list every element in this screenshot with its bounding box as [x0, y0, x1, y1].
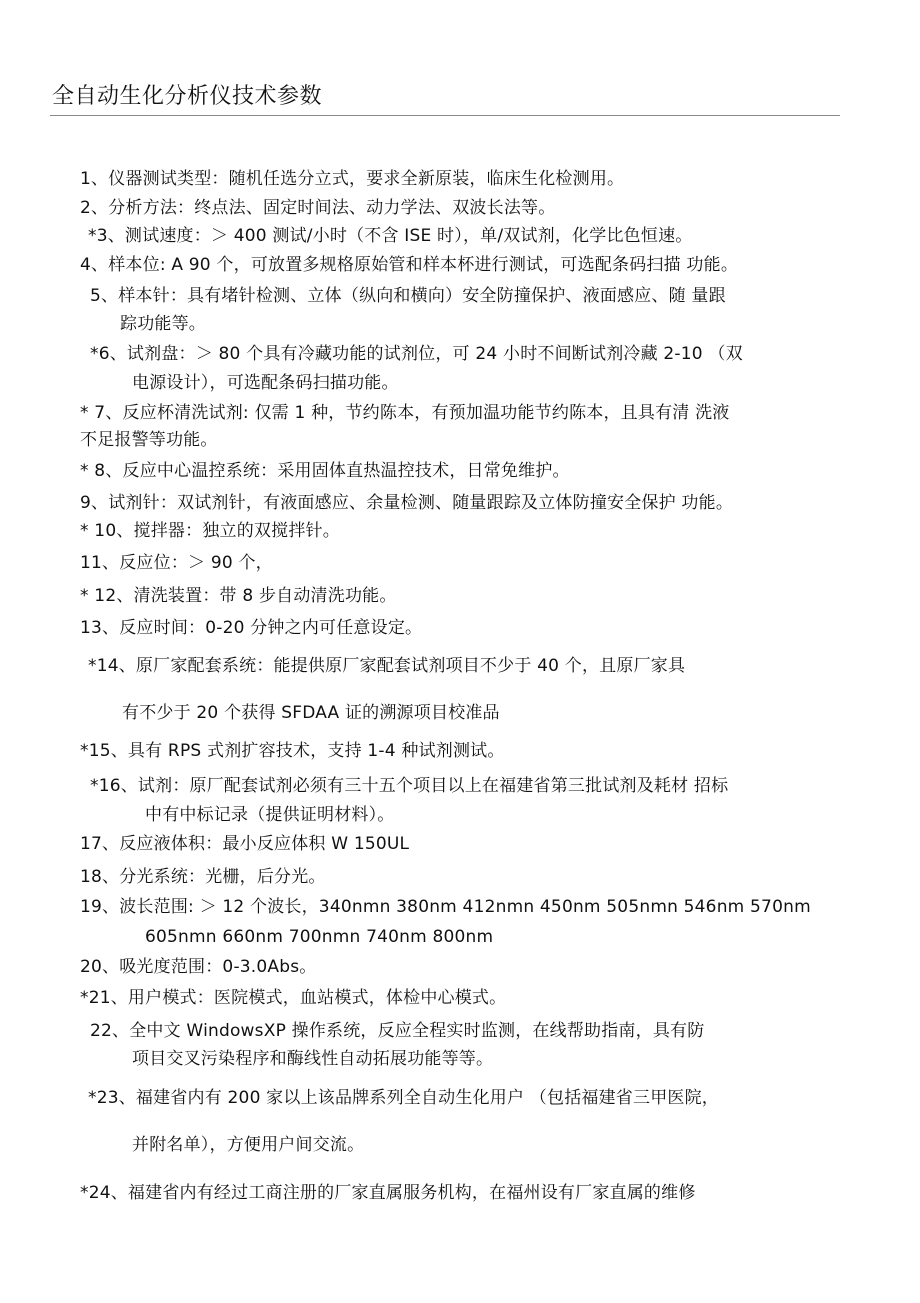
spec-line-23-cont: 并附名单），方便用户间交流。 [132, 1135, 365, 1155]
spec-line-5: 5、样本针：具有堵针检测、立体（纵向和横向）安全防撞保护、液面感应、随 量跟 [90, 286, 726, 306]
spec-line-13: 13、反应时间：0-20 分钟之内可任意设定。 [80, 618, 423, 638]
spec-line-7: * 7、反应杯清洗试剂: 仅需 1 种，节约陈本，有预加温功能节约陈本，且具有清 洗液 [80, 403, 730, 423]
spec-line-6-cont: 电源设计），可选配条码扫描功能。 [132, 373, 399, 393]
spec-line-15: *15、具有 RPS 式剂扩容技术，支持 1-4 种试剂测试。 [80, 741, 505, 761]
title-divider [50, 115, 840, 116]
document-title: 全自动生化分析仪技术参数 [52, 84, 323, 109]
spec-line-18: 18、分光系统：光栅，后分光。 [80, 867, 326, 887]
spec-line-6: *6、试剂盘：＞ 80 个具有冷藏功能的试剂位，可 24 小时不间断试剂冷藏 2-10 （双 [90, 344, 743, 364]
spec-line-7-cont: 不足报警等功能。 [80, 430, 218, 450]
spec-line-20: 20、吸光度范围：0-3.0Abs。 [80, 957, 317, 977]
spec-line-22: 22、全中文 WindowsXP 操作系统，反应全程实时监测，在线帮助指南，具有防 [90, 1021, 705, 1041]
spec-line-10: * 10、搅拌器：独立的双搅拌针。 [80, 521, 340, 541]
spec-line-5-cont: 踪功能等。 [120, 314, 206, 334]
spec-line-4: 4、样本位: A 90 个，可放置多规格原始管和样本杯进行测试，可选配条码扫描 功能。 [80, 255, 739, 275]
spec-line-11: 11、反应位：＞ 90 个， [80, 553, 273, 573]
spec-line-14-cont: 有不少于 20 个获得 SFDAA 证的溯源项目校准品 [122, 703, 500, 723]
spec-line-21: *21、用户模式：医院模式，血站模式，体检中心模式。 [80, 988, 507, 1008]
spec-line-19: 19、波长范围: ＞ 12 个波长，340nmn 380nm 412nmn 450nm 505nmn 546nm 570nm [80, 897, 811, 917]
spec-line-19-cont: 605nmn 660nm 700nmn 740nm 800nm [145, 927, 494, 947]
spec-line-3: *3、测试速度：＞ 400 测试/小时（不含 ISE 时），单/双试剂，化学比色恒速。 [88, 226, 693, 246]
spec-line-16-cont: 中有中标记录（提供证明材料）。 [145, 805, 395, 825]
spec-line-12: * 12、清洗装置：带 8 步自动清洗功能。 [80, 586, 397, 606]
spec-line-17: 17、反应液体积：最小反应体积 W 150UL [80, 834, 410, 854]
spec-line-16: *16、试剂：原厂配套试剂必须有三十五个项目以上在福建省第三批试剂及耗材 招标 [90, 776, 729, 796]
spec-line-22-cont: 项目交叉污染程序和酶线性自动拓展功能等等。 [132, 1049, 494, 1069]
spec-line-24: *24、福建省内有经过工商注册的厂家直属服务机构，在福州设有厂家直属的维修 [80, 1183, 696, 1203]
spec-line-8: * 8、反应中心温控系统：采用固体直热温控技术，日常免维护。 [80, 461, 570, 481]
spec-line-14: *14、原厂家配套系统：能提供原厂家配套试剂项目不少于 40 个，且原厂家具 [88, 656, 686, 676]
spec-line-2: 2、分析方法：终点法、固定时间法、动力学法、双波长法等。 [80, 198, 556, 218]
spec-line-23: *23、福建省内有 200 家以上该品牌系列全自动生化用户 （包括福建省三甲医院， [88, 1088, 719, 1108]
spec-line-1: 1、仪器测试类型：随机任选分立式，要求全新原装，临床生化检测用。 [80, 169, 625, 189]
spec-line-9: 9、试剂针：双试剂针，有液面感应、余量检测、随量跟踪及立体防撞安全保护 功能。 [80, 493, 734, 513]
